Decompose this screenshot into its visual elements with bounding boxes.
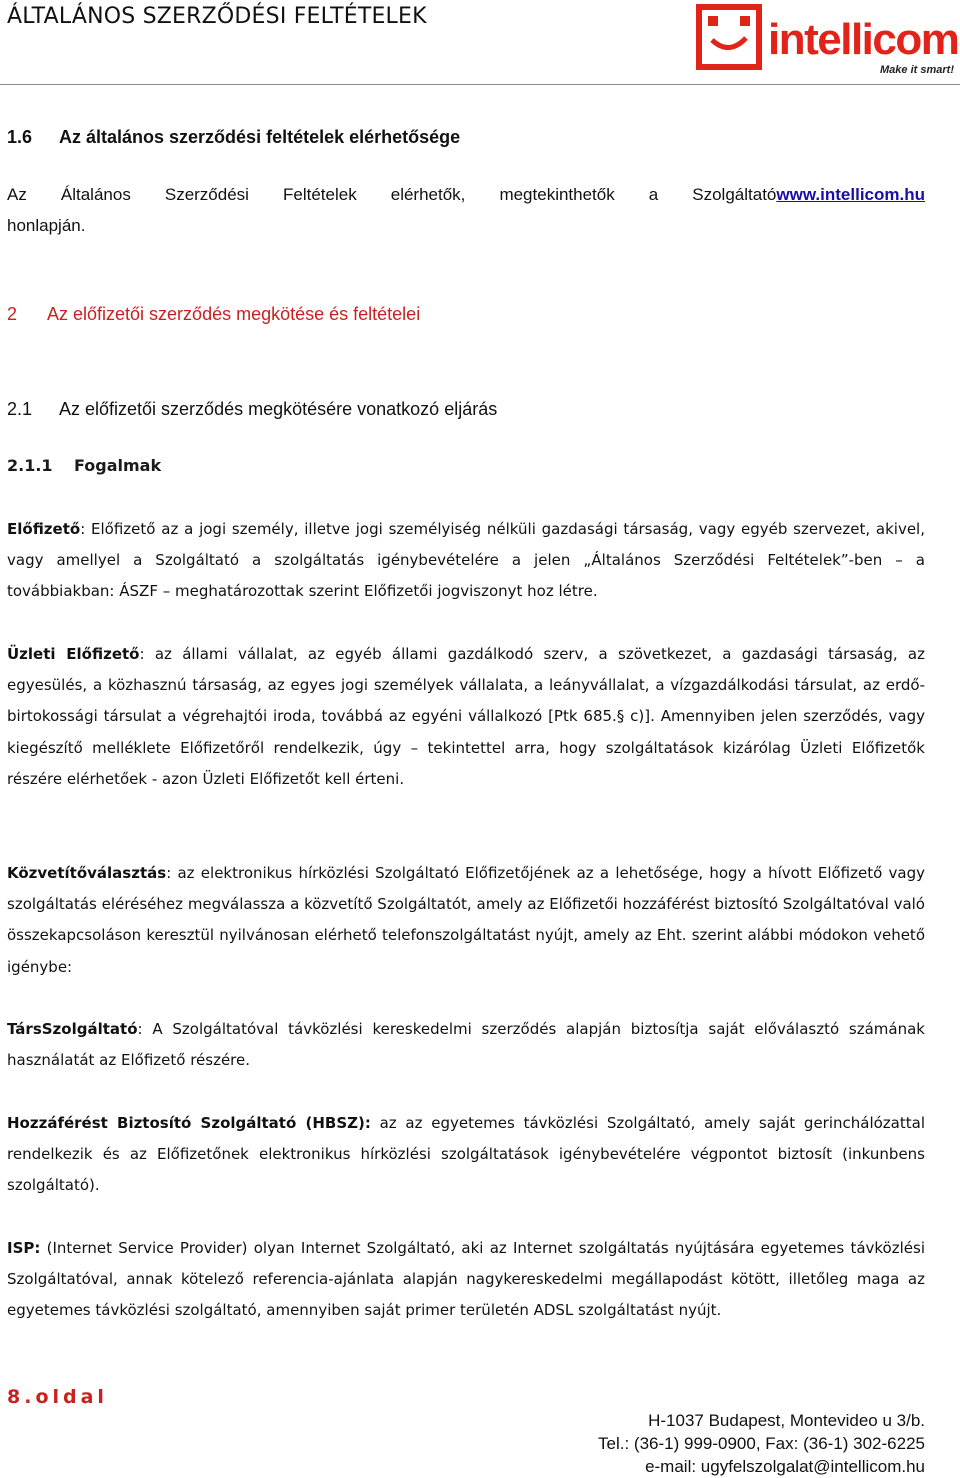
heading-number: 2.1.1 [7, 456, 53, 475]
definition-text: : az állami vállalat, az egyéb állami gazdálkodó szerv, a szövetkezet, a gazdasági társaság, az egyesülés, a közhasznú társaság, az egyes jogi személyek vállalata, a leányvállalat, a vízgazdálkodási társulat, az erdő-birtokossági társulat a végrehajtói iroda, továbbá az egyéni vállalkozó [Ptk 685.§ c)]. Amennyiben jelen szerződés, vagy kiegészítő melléklete Előfizetőről rendelkezik, úgy – tekintettel arra, hogy szolgáltatások kizárólag Üzleti Előfizetők részére elérhetőek - azon Üzleti Előfizetőt kell érteni. [7, 645, 925, 788]
website-link[interactable]: www.intellicom.hu [776, 185, 925, 204]
intellicom-logo [696, 4, 958, 80]
heading-2-1 [7, 399, 497, 420]
paragraph-availability [7, 185, 925, 205]
footer-contact [598, 1409, 925, 1478]
paragraph-availability-cont: honlapján. [7, 216, 86, 235]
definition-text: : A Szolgáltatóval távközlési kereskedelmi szerződés alapján biztosítja saját előválasztó számának használatát az Előfizető részére. [7, 1020, 925, 1070]
heading-2-1-1 [7, 456, 161, 475]
page-number: 8.oldal [7, 1386, 108, 1408]
definition-term: Előfizető [7, 520, 81, 538]
definition-tarsszolgaltato [7, 1014, 925, 1076]
heading-text: Az előfizetői szerződés megkötésére vonatkozó eljárás [59, 399, 498, 419]
heading-text: Fogalmak [74, 456, 162, 475]
definition-term: TársSzolgáltató [7, 1020, 138, 1038]
footer-email: e-mail: ugyfelszolgalat@intellicom.hu [645, 1457, 925, 1476]
paragraph-text: Az Általános Szerződési Feltételek elérhetők, megtekinthetők a Szolgáltató [7, 185, 777, 204]
definition-text: : Előfizető az a jogi személy, illetve jogi személyiség nélküli gazdasági társaság, vagy egyéb szervezet, akivel, vagy amellyel a Szolgáltató a szolgáltatás igénybevételére a jelen „Általános Szerződési Feltételek”-ben – a továbbiakban: ÁSZF – meghatározottak szerint Előfizetői jogviszonyt hoz létre. [7, 520, 925, 601]
heading-text: Az általános szerződési feltételek elérhetősége [59, 127, 461, 147]
definition-term: Közvetítőválasztás [7, 864, 167, 882]
heading-2 [7, 304, 420, 325]
heading-number: 1.6 [7, 127, 33, 147]
document-title: ÁLTALÁNOS SZERZŐDÉSI FELTÉTELEK [7, 4, 427, 29]
definition-term: Hozzáférést Biztosító Szolgáltató (HBSZ): [7, 1114, 371, 1132]
logo-smile-icon [696, 4, 762, 70]
heading-number: 2.1 [7, 399, 33, 419]
logo-tagline: Make it smart! [880, 64, 954, 76]
definition-elofizeto [7, 514, 925, 608]
heading-1-6 [7, 127, 460, 148]
footer-phone: Tel.: (36-1) 999-0900, Fax: (36-1) 302-6225 [598, 1434, 925, 1453]
definition-hbsz [7, 1108, 925, 1202]
definition-term: Üzleti Előfizető [7, 645, 140, 663]
definition-text: : az elektronikus hírközlési Szolgáltató Előfizetőjének az a lehetősége, hogy a hívott Előfizető vagy szolgáltatás eléréséhez megválassza a közvetítő Szolgáltatót, amely az Előfizetői hozzáférést biztosító Szolgáltatóval való összekapcsoláson keresztül nyilvánosan elérhető telefonszolgáltatást nyújt, amely az Eht. szerint alábbi módokon vehető igénybe: [7, 864, 925, 976]
heading-number: 2 [7, 304, 18, 324]
definition-isp [7, 1233, 925, 1327]
footer-address: H-1037 Budapest, Montevideo u 3/b. [648, 1411, 925, 1430]
definition-uzleti-elofizeto [7, 639, 925, 795]
definition-text: (Internet Service Provider) olyan Internet Szolgáltató, aki az Internet szolgáltatás nyújtására egyetemes távközlési Szolgáltatóval, annak kötelező referencia-ajánlata alapján nagykereskedelmi megállapodást kötött, illetőleg maga az egyetemes távközlési szolgáltató, amennyiben saját primer területén ADSL szolgáltatást nyújt. [7, 1239, 925, 1320]
definition-text: az az egyetemes távközlési Szolgáltató, amely saját gerinchálózattal rendelkezik és az Előfizetőnek elektronikus hírközlési szolgáltatások igénybevételére végpontot biztosít (inkunbens szolgáltató). [7, 1114, 925, 1195]
definition-kozvetitovalasztas [7, 858, 925, 983]
definition-term: ISP: [7, 1239, 41, 1257]
logo-wordmark: intellicom [768, 15, 959, 64]
header-divider [0, 84, 960, 85]
heading-text: Az előfizetői szerződés megkötése és feltételei [47, 304, 421, 324]
